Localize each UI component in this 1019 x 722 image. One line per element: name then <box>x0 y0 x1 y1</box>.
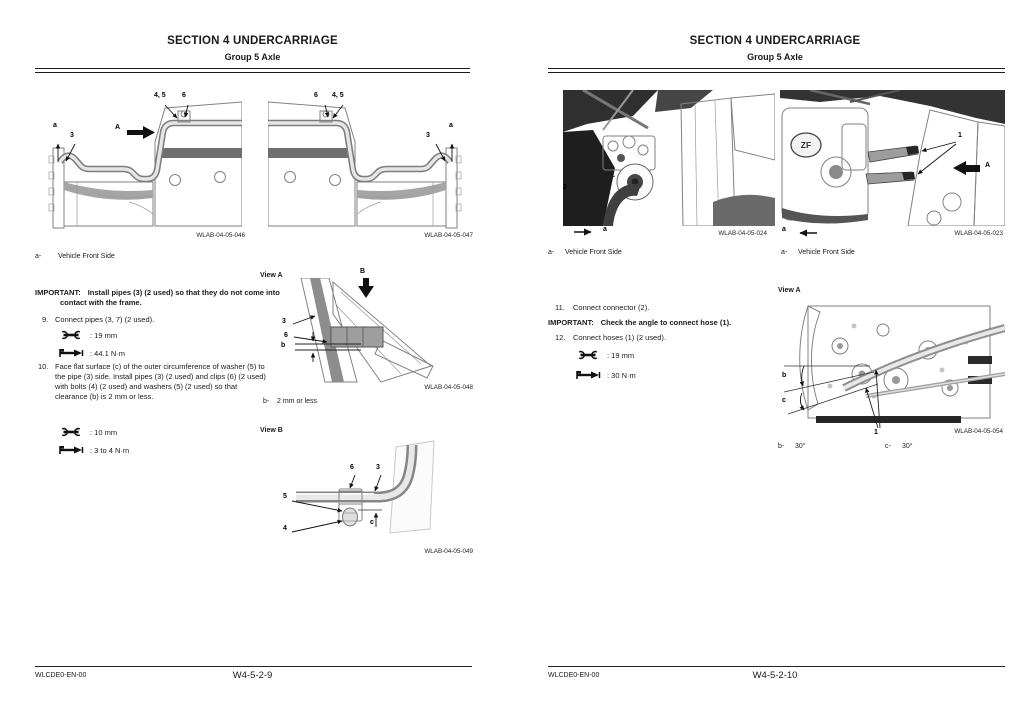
callout-3: 3 <box>70 132 74 139</box>
callout-3: 3 <box>376 464 380 471</box>
torque-wrench-icon <box>575 370 601 380</box>
doc-code: WLCDE0-EN-00 <box>35 672 87 679</box>
callout-6: 6 <box>284 332 288 339</box>
page-number: W4-5-2-9 <box>232 670 273 681</box>
spec-wrench-size <box>58 330 117 340</box>
callout-c: c <box>370 519 374 526</box>
torque-wrench-icon <box>58 348 84 358</box>
step-number: 9. <box>42 315 49 324</box>
figure-047-drawing <box>268 90 473 230</box>
spec-torque <box>58 445 129 455</box>
vehicle-front-arrow-icon <box>792 229 818 237</box>
header-double-rule <box>548 68 1005 73</box>
footer-rule <box>548 666 1005 667</box>
caption-text-a: Vehicle Front Side <box>798 249 855 256</box>
figure-048-drawing <box>281 278 471 392</box>
figure-id: WLAB-04-05-023 <box>954 230 1003 237</box>
important-text: Check the angle to connect hose (1). <box>600 318 732 327</box>
vehicle-front-arrow-icon <box>573 228 597 236</box>
step-12 <box>555 333 775 343</box>
wrench-icon <box>575 350 601 360</box>
page-left <box>30 0 475 722</box>
step-11 <box>555 303 775 313</box>
figure-id: WLAB-04-05-046 <box>196 232 245 239</box>
footer-rule <box>35 666 472 667</box>
caption-text-a: Vehicle Front Side <box>58 253 115 260</box>
figure-054-drawing <box>778 300 1005 430</box>
step-10 <box>38 362 266 402</box>
figure-view-a <box>280 268 475 394</box>
caption-text-b: 2 mm or less <box>277 398 318 405</box>
callout-5: 5 <box>283 493 287 500</box>
torque-wrench-icon <box>58 445 84 455</box>
doc-code: WLCDE0-EN-00 <box>548 672 600 679</box>
figure-id: WLAB-04-05-024 <box>718 230 767 237</box>
important-note-2 <box>548 318 811 328</box>
view-a-label: View A <box>778 287 801 294</box>
callout-4: 4 <box>283 525 287 532</box>
view-a-label: View A <box>260 272 283 279</box>
caption-text-a: Vehicle Front Side <box>565 249 622 256</box>
callout-c: c <box>782 397 786 404</box>
important-label: IMPORTANT: <box>35 288 81 297</box>
callout-view-a-arrow: A <box>115 124 121 131</box>
caption-key-c: c- <box>885 443 891 450</box>
spec-torque <box>575 370 636 380</box>
callout-2: 2 <box>563 184 567 191</box>
section-title: SECTION 4 UNDERCARRIAGE <box>167 35 338 47</box>
section-title: SECTION 4 UNDERCARRIAGE <box>689 35 861 47</box>
callout-6: 6 <box>350 464 354 471</box>
spec-wrench-size <box>58 427 117 437</box>
callout-a: a <box>603 226 607 233</box>
callout-a: a <box>782 226 786 233</box>
wrench-icon <box>58 427 84 437</box>
step-number: 10. <box>38 362 49 371</box>
wrench-icon <box>58 330 84 340</box>
callout-b: b <box>281 342 286 349</box>
callout-6: 6 <box>314 92 318 99</box>
view-b-label: View B <box>260 427 283 434</box>
spec-value: : 3 to 4 N·m <box>90 445 130 455</box>
figure-id: WLAB-04-05-054 <box>954 428 1003 435</box>
figure-023-drawing <box>780 90 1005 226</box>
callout-b: b <box>782 372 787 379</box>
figure-049-drawing <box>284 439 474 549</box>
step-text: Face flat surface (c) of the outer circumference of washer (5) to the pipe (3) side. Install pipes (3) (2 used) and clips (6) (2 used) with bolts (4) (2 used) and washers (5) (2 used) so that clearance (b) is 2 mm or less. <box>55 362 266 401</box>
spec-torque <box>58 348 125 358</box>
caption-text-c: 30° <box>902 443 913 450</box>
spec-wrench-size <box>575 350 634 360</box>
figure-axle-pipe-right <box>262 86 475 244</box>
spec-value: : 44.1 N·m <box>90 348 126 358</box>
figure-connector-location <box>563 90 775 242</box>
figure-hose-angle <box>778 300 1005 443</box>
figure-id: WLAB-04-05-048 <box>424 384 473 391</box>
callout-3: 3 <box>426 132 430 139</box>
group-title: Group 5 Axle <box>747 52 803 62</box>
callout-view-b-arrow: B <box>360 268 366 275</box>
figure-024-drawing <box>563 90 775 226</box>
spec-value: : 10 mm <box>90 427 118 437</box>
callout-4-5: 4, 5 <box>332 92 344 99</box>
figure-id: WLAB-04-05-049 <box>424 548 473 555</box>
caption-text-b: 30° <box>795 443 806 450</box>
step-text: Connect pipes (3, 7) (2 used). <box>55 315 155 324</box>
figure-axle-pipe-left <box>35 86 247 244</box>
step-number: 11. <box>555 303 565 312</box>
group-title: Group 5 Axle <box>224 52 281 62</box>
step-text: Connect hoses (1) (2 used). <box>573 333 666 342</box>
callout-6: 6 <box>182 92 186 99</box>
important-note-1 <box>35 288 298 308</box>
spec-value: : 19 mm <box>90 330 118 340</box>
figure-hose-location <box>780 90 1005 242</box>
caption-key-a: a- <box>781 249 788 256</box>
spec-value: : 19 mm <box>607 350 635 360</box>
callout-a: a <box>449 122 453 129</box>
important-label: IMPORTANT: <box>548 318 594 327</box>
step-9 <box>42 315 270 325</box>
callout-view-a-arrow: A <box>985 162 991 169</box>
zf-logo-text: ZF <box>800 140 812 150</box>
figure-046-drawing <box>37 90 242 230</box>
callout-3: 3 <box>282 318 286 325</box>
callout-4-5: 4, 5 <box>154 92 166 99</box>
spec-value: : 30 N·m <box>607 370 636 380</box>
step-number: 12. <box>555 333 566 342</box>
caption-key-b: b- <box>778 443 785 450</box>
important-text: Install pipes (3) (2 used) so that they do not come into contact with the frame. <box>60 288 280 307</box>
header-double-rule <box>35 68 470 73</box>
caption-key-b: b- <box>263 398 270 405</box>
step-text: Connect connector (2). <box>573 303 650 312</box>
callout-1: 1 <box>958 132 962 139</box>
caption-key-a: a- <box>35 253 42 260</box>
figure-id: WLAB-04-05-047 <box>424 232 473 239</box>
page-number: W4-5-2-10 <box>752 670 798 681</box>
page-right <box>545 0 1005 722</box>
figure-view-b <box>283 437 475 559</box>
callout-1: 1 <box>874 429 878 436</box>
callout-a: a <box>53 122 57 129</box>
caption-key-a: a- <box>548 249 555 256</box>
